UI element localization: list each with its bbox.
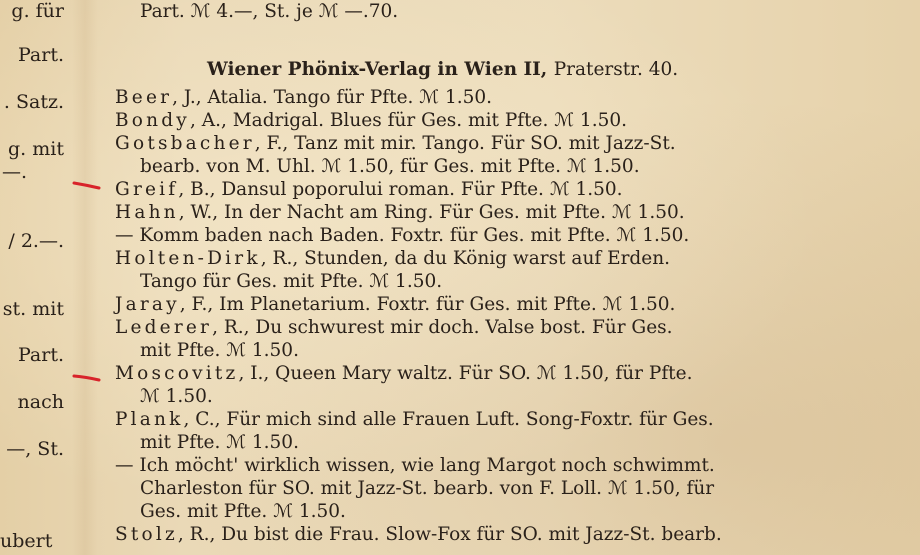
entry-text: , F., Im Planetarium. Foxtr. für Ges. mit Pfte. ℳ 1.50. [179,294,676,315]
catalog-entry: — Ich möcht' wirklich wissen, wie lang Margot noch schwimmt. [115,455,715,476]
entry-continuation: mit Pfte. ℳ 1.50. [140,340,299,361]
red-pencil-mark [72,180,102,190]
composer-name: Beer [115,87,173,108]
catalog-entry [115,293,675,316]
catalog-entry [115,523,722,546]
entry-text: , J., Atalia. Tango für Pfte. ℳ 1.50. [172,87,493,108]
left-fragment: nach [17,391,64,413]
composer-name: Holten-Dirk [115,248,261,269]
entry-text: , C., Für mich sind alle Frauen Luft. Song-Foxtr. für Ges. [183,409,714,430]
composer-name: Greif [115,179,179,200]
left-fragment: st. mit [2,298,64,320]
catalog-entry [115,201,685,224]
entry-text: , R., Stunden, da du König warst auf Erden. [260,248,671,269]
left-fragment: . Satz. [3,91,64,113]
catalog-entry [115,178,623,201]
composer-name: Lederer [115,317,213,338]
left-fragment: Part. [17,344,64,366]
entry-text: , R., Du schwurest mir doch. Valse bost. Für Ges. [212,317,673,338]
catalog-entry [115,362,692,385]
catalog-entry [115,132,676,155]
catalog-entry: — Komm baden nach Baden. Foxtr. für Ges. mit Pfte. ℳ 1.50. [115,225,690,246]
catalog-entry [115,109,627,132]
entry-text: , B., Dansul poporului roman. Für Pfte. ℳ 1.50. [178,179,623,200]
composer-name: Hahn [115,202,179,223]
top-line: Part. ℳ 4.—, St. je ℳ —.70. [140,1,399,22]
composer-name: Bondy [115,110,190,131]
entry-text: , I., Queen Mary waltz. Für SO. ℳ 1.50, für Pfte. [238,363,693,384]
left-column [0,0,70,555]
left-fragment: g. für [11,0,64,22]
entry-text: , R., Du bist die Frau. Slow-Fox für SO. mit Jazz-St. bearb. [177,524,722,545]
catalog-entry [115,316,673,339]
composer-name: Moscovitz [115,363,239,384]
entry-text: , F., Tanz mit mir. Tango. Für SO. mit Jazz-St. [254,133,676,154]
entry-continuation: Charleston für SO. mit Jazz-St. bearb. von F. Loll. ℳ 1.50, für [140,478,715,499]
left-fragment: —, St. [6,438,64,460]
left-fragment: ubert [0,530,53,552]
left-fragment: Part. [17,44,64,66]
composer-name: Gotsbacher [115,133,255,154]
catalog-entry [115,86,492,109]
left-fragment: —. [2,161,28,183]
publisher-heading [207,58,678,81]
composer-name: Jaray [115,294,180,315]
catalog-entry [115,247,670,270]
entry-continuation: Tango für Ges. mit Pfte. ℳ 1.50. [140,271,443,292]
publisher-address: Praterstr. 40. [553,59,679,80]
entry-text: , W., In der Nacht am Ring. Für Ges. mit Pfte. ℳ 1.50. [178,202,685,223]
left-fragment: / 2.—. [8,230,64,252]
entry-continuation: mit Pfte. ℳ 1.50. [140,432,299,453]
page-gutter [72,0,98,555]
left-fragment: g. mit [8,138,64,160]
composer-name: Plank [115,409,184,430]
entry-continuation: ℳ 1.50. [140,386,213,407]
red-pencil-mark [72,373,102,383]
entry-text: , A., Madrigal. Blues für Ges. mit Pfte. ℳ 1.50. [189,110,628,131]
entry-continuation: Ges. mit Pfte. ℳ 1.50. [140,501,346,522]
composer-name: Stolz [115,524,178,545]
entry-continuation: bearb. von M. Uhl. ℳ 1.50, für Ges. mit Pfte. ℳ 1.50. [140,156,640,177]
publisher-name: Wiener Phönix-Verlag in Wien II, [207,59,548,80]
catalog-entry [115,408,714,431]
